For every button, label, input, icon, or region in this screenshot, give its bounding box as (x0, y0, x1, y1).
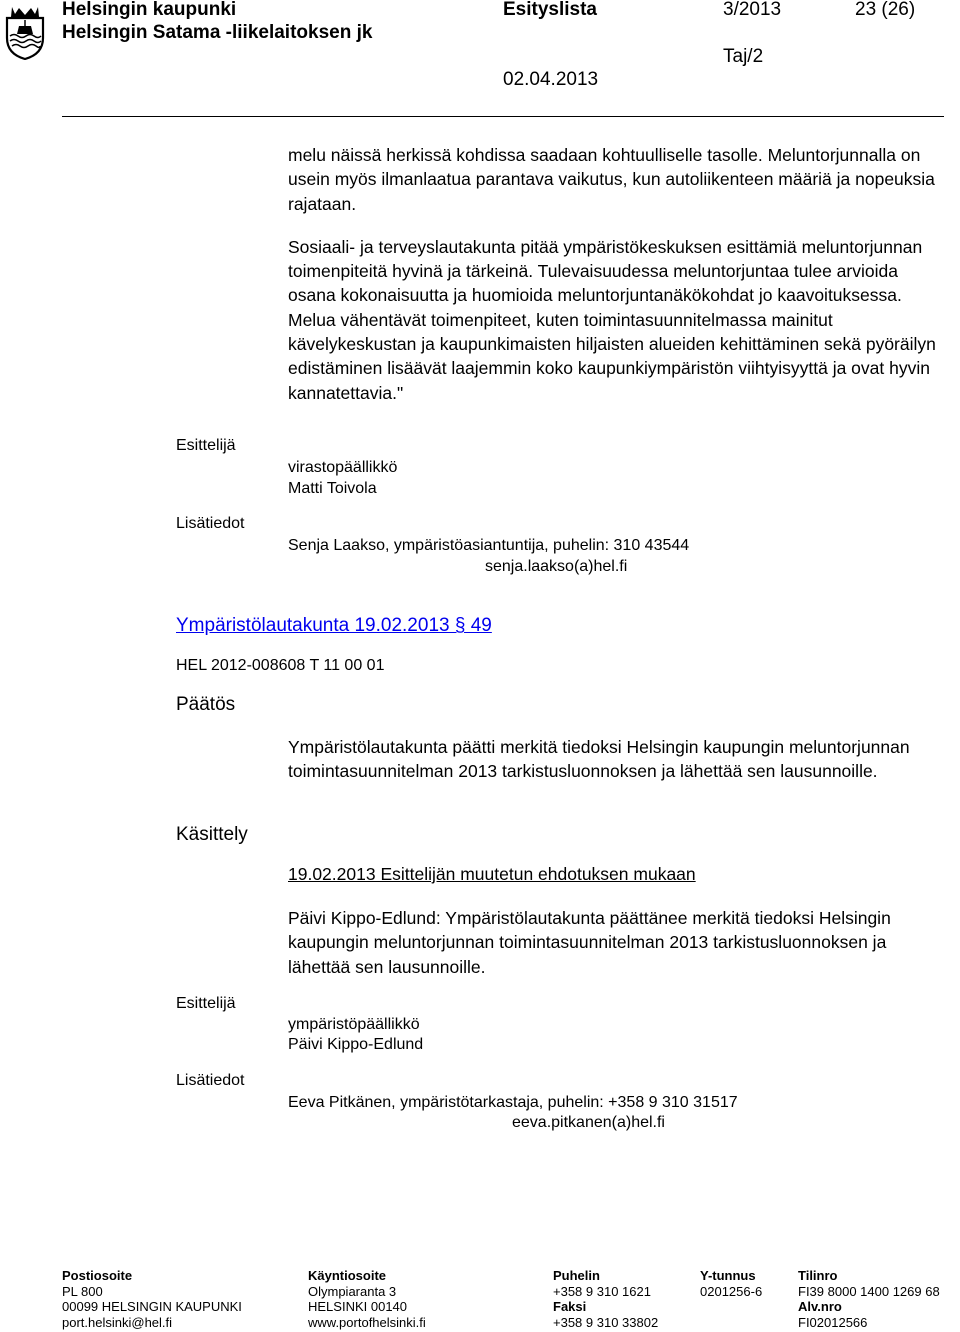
header-rule (62, 116, 944, 117)
unit-name: Helsingin Satama -liikelaitoksen jk (62, 22, 373, 43)
intro-block (288, 143, 948, 405)
org-name: Helsingin kaupunki (62, 0, 237, 20)
intro-paragraph: melu näissä herkissä kohdissa saadaan kohtuulliselle tasolle. Meluntorjunnalla on usein myös ilmanlaatua parantava vaikutus, kun autoliikenteen määriä ja nopeuksia rajataan. (288, 145, 935, 214)
handling-text: Päivi Kippo-Edlund: Ympäristölautakunta päättänee merkitä tiedoksi Helsingin kaupungin meluntorjunnan toimintasuunnitelman 2013 tarkistusluonnoksen ja lähettää sen lausunnoille. (288, 908, 891, 977)
presenter-title: ympäristöpäällikkö (288, 1016, 420, 1033)
contact-email: eeva.pitkanen(a)hel.fi (512, 1114, 665, 1131)
footer-phone (553, 1268, 658, 1330)
contact-info: Eeva Pitkänen, ympäristötarkastaja, puhelin: +358 9 310 31517 (288, 1094, 738, 1111)
doc-number: 3/2013 (723, 0, 782, 20)
case-reference: HEL 2012-008608 T 11 00 01 (176, 657, 385, 674)
footer-postal-label: Postiosoite (62, 1268, 133, 1283)
page-number: 23 (26) (855, 0, 916, 20)
presenter-label: Esittelijä (176, 437, 236, 454)
footer-email: port.helsinki@hel.fi (62, 1314, 173, 1330)
footer-visit-label: Käyntiosoite (308, 1268, 387, 1283)
presenter-label: Esittelijä (176, 995, 236, 1012)
meeting-heading-link[interactable]: Ympäristölautakunta 19.02.2013 § 49 (176, 615, 492, 636)
doc-date: 02.04.2013 (503, 69, 599, 90)
contact-email: senja.laakso(a)hel.fi (485, 558, 628, 575)
footer-visit-line: Olympiaranta 3 (308, 1283, 397, 1299)
footer-vat-number: FI02012566 (798, 1314, 868, 1330)
presenter-name: Päivi Kippo-Edlund (288, 1036, 424, 1053)
footer-phone-number: +358 9 310 1621 (553, 1283, 651, 1299)
footer-account-label: Tilinro (798, 1268, 838, 1283)
handling-link[interactable]: 19.02.2013 Esittelijän muutetun ehdotuksen mukaan (288, 864, 696, 884)
footer-postal (62, 1268, 242, 1330)
footer-vat-label: Alv.nro (798, 1299, 842, 1314)
more-info-label: Lisätiedot (176, 1072, 245, 1089)
helsinki-crest-icon (4, 4, 46, 60)
presenter-title: virastopäällikkö (288, 459, 398, 476)
intro-paragraph: Sosiaali- ja terveyslautakunta pitää ympäristökeskuksen esittämiä meluntorjunnan toimenpiteitä hyvinä ja tärkeinä. Tulevaisuudessa meluntorjuntaa tulee arvioida osana kokonaisuutta ja huomioida meluntorjuntanäkökohdat jo kaavoituksessa. Melua vähentävät toimenpiteet, kuten toimintasuunnitelmassa mainitut kävelykeskustan ja kaupunkimaisten hiljaisten alueiden kehittäminen sekä pyöräilyn edistäminen lisäävät laajemmin koko kaupunkiympäristön viihtyisyyttä ja ovat hyvin kannatettavia." (288, 236, 936, 403)
footer-business-id-label: Y-tunnus (700, 1268, 756, 1283)
decision-label: Päätös (176, 694, 236, 715)
footer-account-number: FI39 8000 1400 1269 68 (798, 1283, 940, 1299)
footer-visit-line: HELSINKI 00140 (308, 1299, 408, 1314)
contact-info: Senja Laakso, ympäristöasiantuntija, puhelin: 310 43544 (288, 537, 690, 554)
footer-business-id (700, 1268, 762, 1299)
handling-label: Käsittely (176, 824, 248, 845)
footer-fax-label: Faksi (553, 1299, 587, 1314)
footer-phone-label: Puhelin (553, 1268, 600, 1283)
presenter-name: Matti Toivola (288, 480, 377, 497)
doc-type: Esityslista (503, 0, 597, 20)
footer-fax-number: +358 9 310 33802 (553, 1314, 659, 1330)
footer-postal-line: 00099 HELSINGIN KAUPUNKI (62, 1299, 242, 1314)
footer-account (798, 1268, 940, 1330)
footer-website: www.portofhelsinki.fi (308, 1314, 426, 1330)
more-info-label: Lisätiedot (176, 515, 245, 532)
decision-text: Ympäristölautakunta päätti merkitä tiedoksi Helsingin kaupungin meluntorjunnan toimintasuunnitelman 2013 tarkistusluonnoksen ja lähettää sen lausunnoille. (288, 737, 910, 782)
footer-business-id-value: 0201256-6 (700, 1283, 763, 1299)
footer-postal-line: PL 800 (62, 1283, 103, 1299)
section-code: Taj/2 (723, 46, 764, 67)
footer-visit (308, 1268, 426, 1330)
